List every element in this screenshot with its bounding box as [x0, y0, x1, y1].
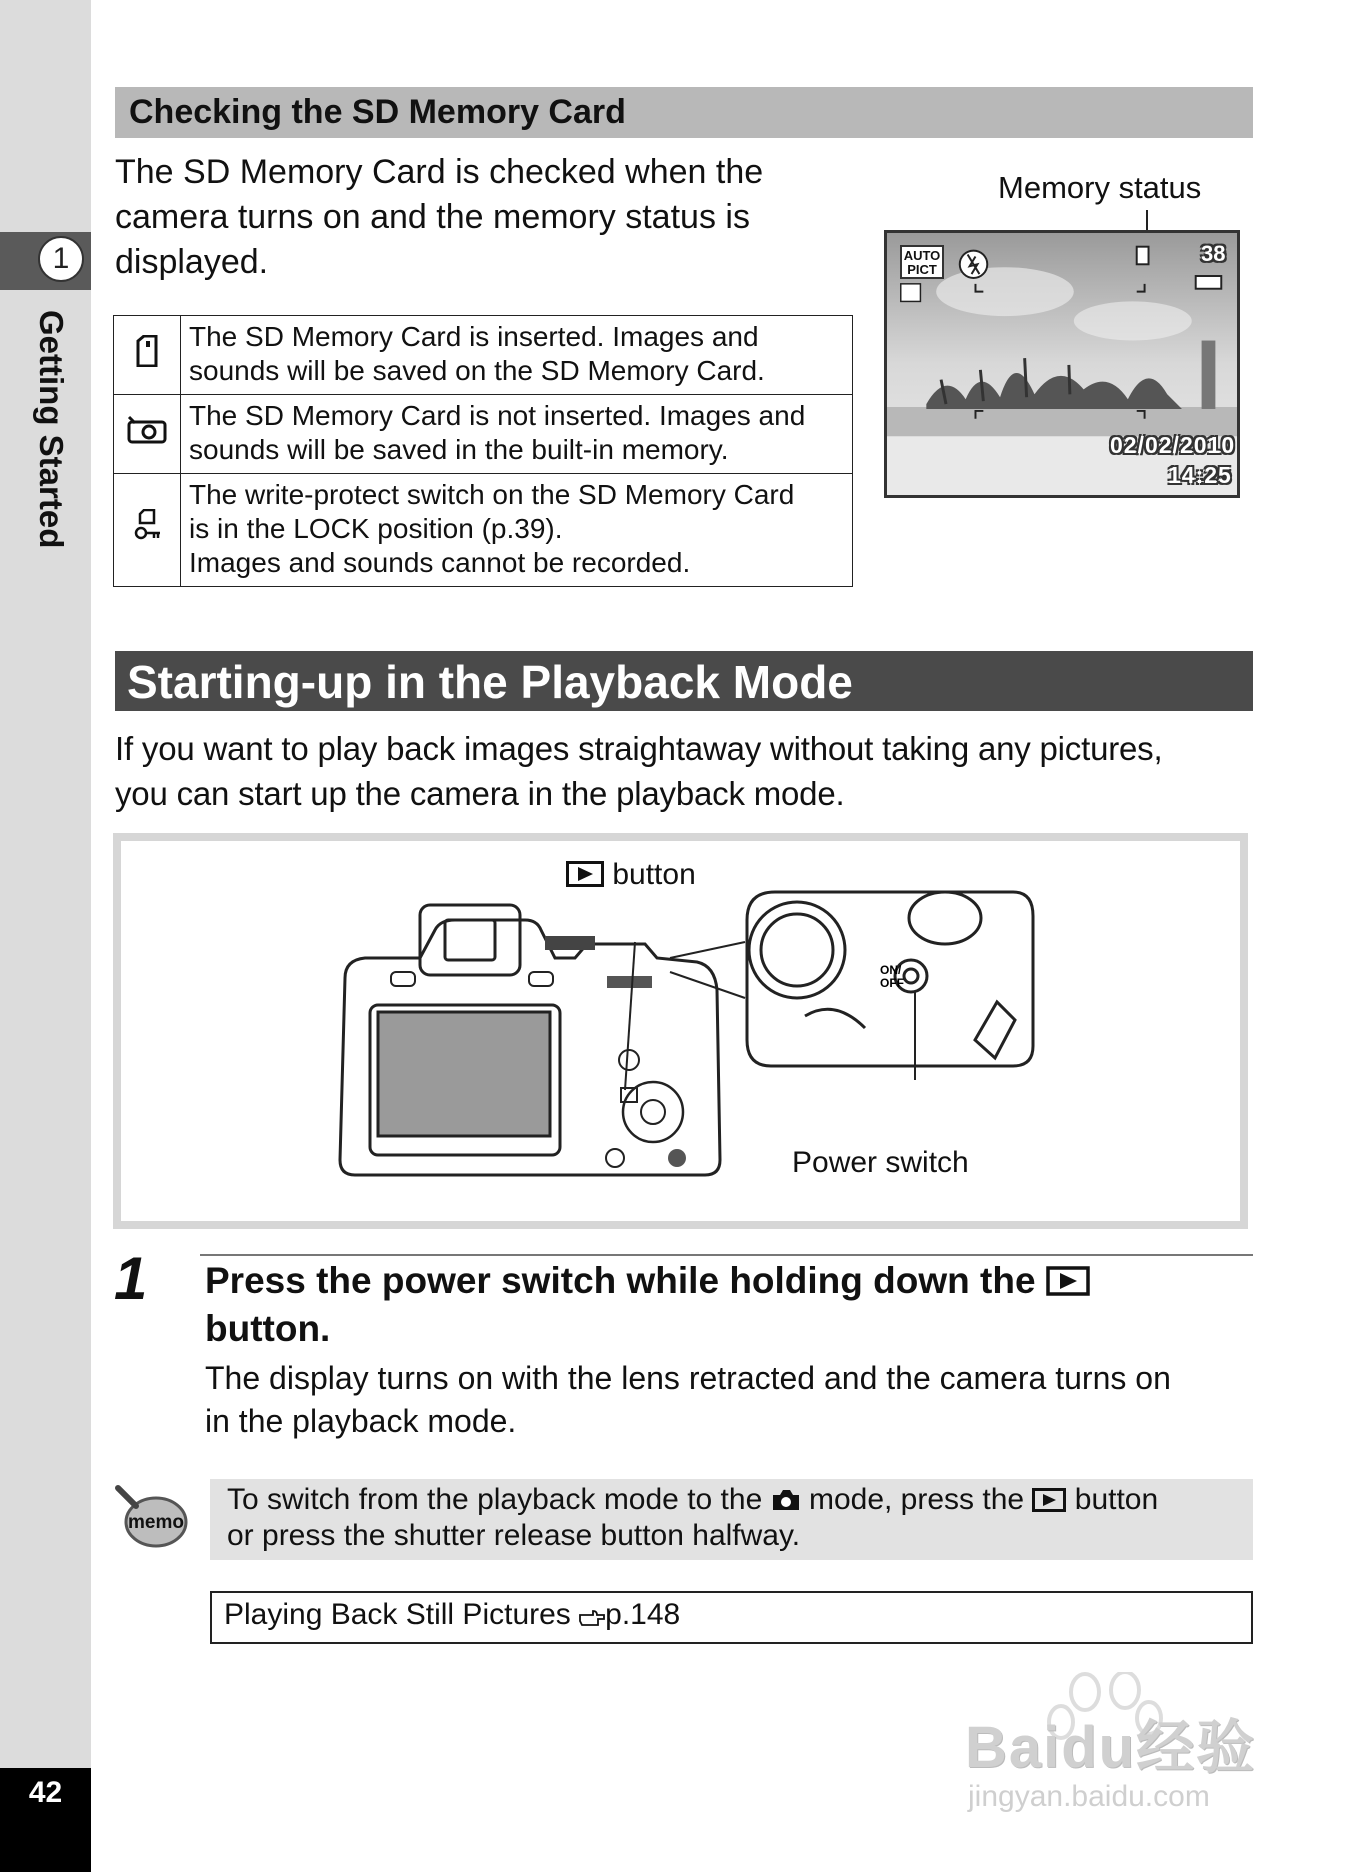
menu-button [606, 1149, 624, 1167]
reference-page: p.148 [605, 1598, 681, 1631]
sd-card-icon [114, 316, 181, 395]
watermark-brand [965, 1700, 1256, 1784]
badge-text: AUTO [903, 248, 941, 263]
on-off-label: ON/ [880, 963, 902, 977]
memo-icon [114, 1484, 190, 1550]
row-text: The SD Memory Card is inserted. Images and [189, 321, 759, 352]
table-row [114, 316, 853, 395]
step-description [205, 1357, 1255, 1443]
camera-icon [771, 1488, 801, 1512]
step-desc-line: in the playback mode. [205, 1403, 517, 1439]
row-text: is in the LOCK position (p.39). [189, 513, 563, 544]
button-label-text: button [612, 858, 696, 891]
chapter-number: 1 [38, 236, 84, 282]
row-text: sounds will be saved in the built-in memory. [189, 434, 729, 465]
row-text: sounds will be saved on the SD Memory Card. [189, 355, 765, 386]
row-text: Images and sounds cannot be recorded. [189, 547, 691, 578]
four-way-controller [623, 1082, 683, 1142]
playback-intro-line: you can start up the camera in the playback mode. [115, 775, 845, 812]
memo-text [227, 1480, 1253, 1554]
memo-line [227, 1482, 1253, 1518]
row-text: The SD Memory Card is not inserted. Images and [189, 400, 806, 431]
delete-button [668, 1149, 686, 1167]
table-cell [181, 316, 853, 395]
remaining-shots: 38 [1201, 241, 1226, 266]
chapter-title: Getting Started [33, 310, 70, 549]
playback-icon [1046, 1266, 1090, 1296]
playback-icon [566, 861, 604, 887]
table-cell [181, 474, 853, 587]
zoom-lines [670, 942, 745, 998]
on-off-label: OFF [880, 976, 904, 990]
memo-label: memo [128, 1512, 184, 1533]
section-heading-playback [115, 651, 1253, 711]
playback-icon [1032, 1488, 1066, 1512]
step-desc-line: The display turns on with the lens retracted and the camera turns on [205, 1360, 1171, 1396]
lcd-time: 14:25 [1168, 462, 1232, 488]
camera-illustration [325, 880, 1045, 1180]
section-heading-sd-text: Checking the SD Memory Card [129, 93, 626, 131]
step-title-text: Press the power switch while holding down the [205, 1260, 1036, 1301]
step-title-text: button. [205, 1308, 331, 1349]
camera-screen [378, 1012, 550, 1136]
sd-intro [115, 150, 835, 285]
sd-intro-line: camera turns on and the memory status is [115, 198, 750, 236]
memory-status-label: Memory status [998, 170, 1202, 205]
section-heading-playback-text: Starting-up in the Playback Mode [127, 656, 853, 708]
reference-link[interactable] [224, 1598, 680, 1632]
step-divider [200, 1254, 1253, 1256]
row-text: The write-protect switch on the SD Memory Card [189, 479, 795, 510]
memo-line: or press the shutter release button halfway. [227, 1519, 801, 1552]
memo-text-part: To switch from the playback mode to the [227, 1483, 763, 1516]
watermark-url: jingyan.baidu.com [968, 1780, 1210, 1813]
zoom-dial [607, 976, 652, 988]
reference-text: Playing Back Still Pictures [224, 1598, 571, 1631]
watermark-brand-text: Baidu [965, 1715, 1137, 1780]
ok-button [641, 1100, 665, 1124]
built-in-memory-icon [114, 395, 181, 474]
hot-shoe [545, 936, 595, 950]
card-lock-icon [114, 474, 181, 587]
lcd-date: 02/02/2010 [1110, 432, 1236, 458]
watermark-brand-cn: 经验 [1136, 1715, 1257, 1780]
sd-intro-line: displayed. [115, 243, 269, 281]
disp-button [529, 972, 553, 986]
pointing-hand-icon [579, 1607, 605, 1627]
memory-status-table [113, 315, 853, 587]
step-number: 1 [114, 1245, 148, 1312]
table-cell [181, 395, 853, 474]
step-title [205, 1257, 1255, 1353]
playback-intro-line: If you want to play back images straightaway without taking any pictures, [115, 730, 1163, 767]
memo-text-part: mode, press the [808, 1483, 1025, 1516]
page-number: 42 [28, 1776, 63, 1809]
section-heading-sd [115, 87, 1253, 138]
playback-button-label [566, 858, 696, 892]
memo-text-part: button [1074, 1483, 1159, 1516]
face-button [619, 1050, 639, 1070]
table-row [114, 395, 853, 474]
camera-brand: PENTAX [445, 1140, 481, 1150]
table-row [114, 474, 853, 587]
evf-lcd-button [391, 972, 415, 986]
sd-intro-line: The SD Memory Card is checked when the [115, 153, 764, 191]
playback-intro [115, 726, 1255, 816]
badge-text: PICT [907, 262, 937, 277]
power-switch-label: Power switch [792, 1146, 969, 1179]
auto-pict-badge [900, 245, 944, 279]
